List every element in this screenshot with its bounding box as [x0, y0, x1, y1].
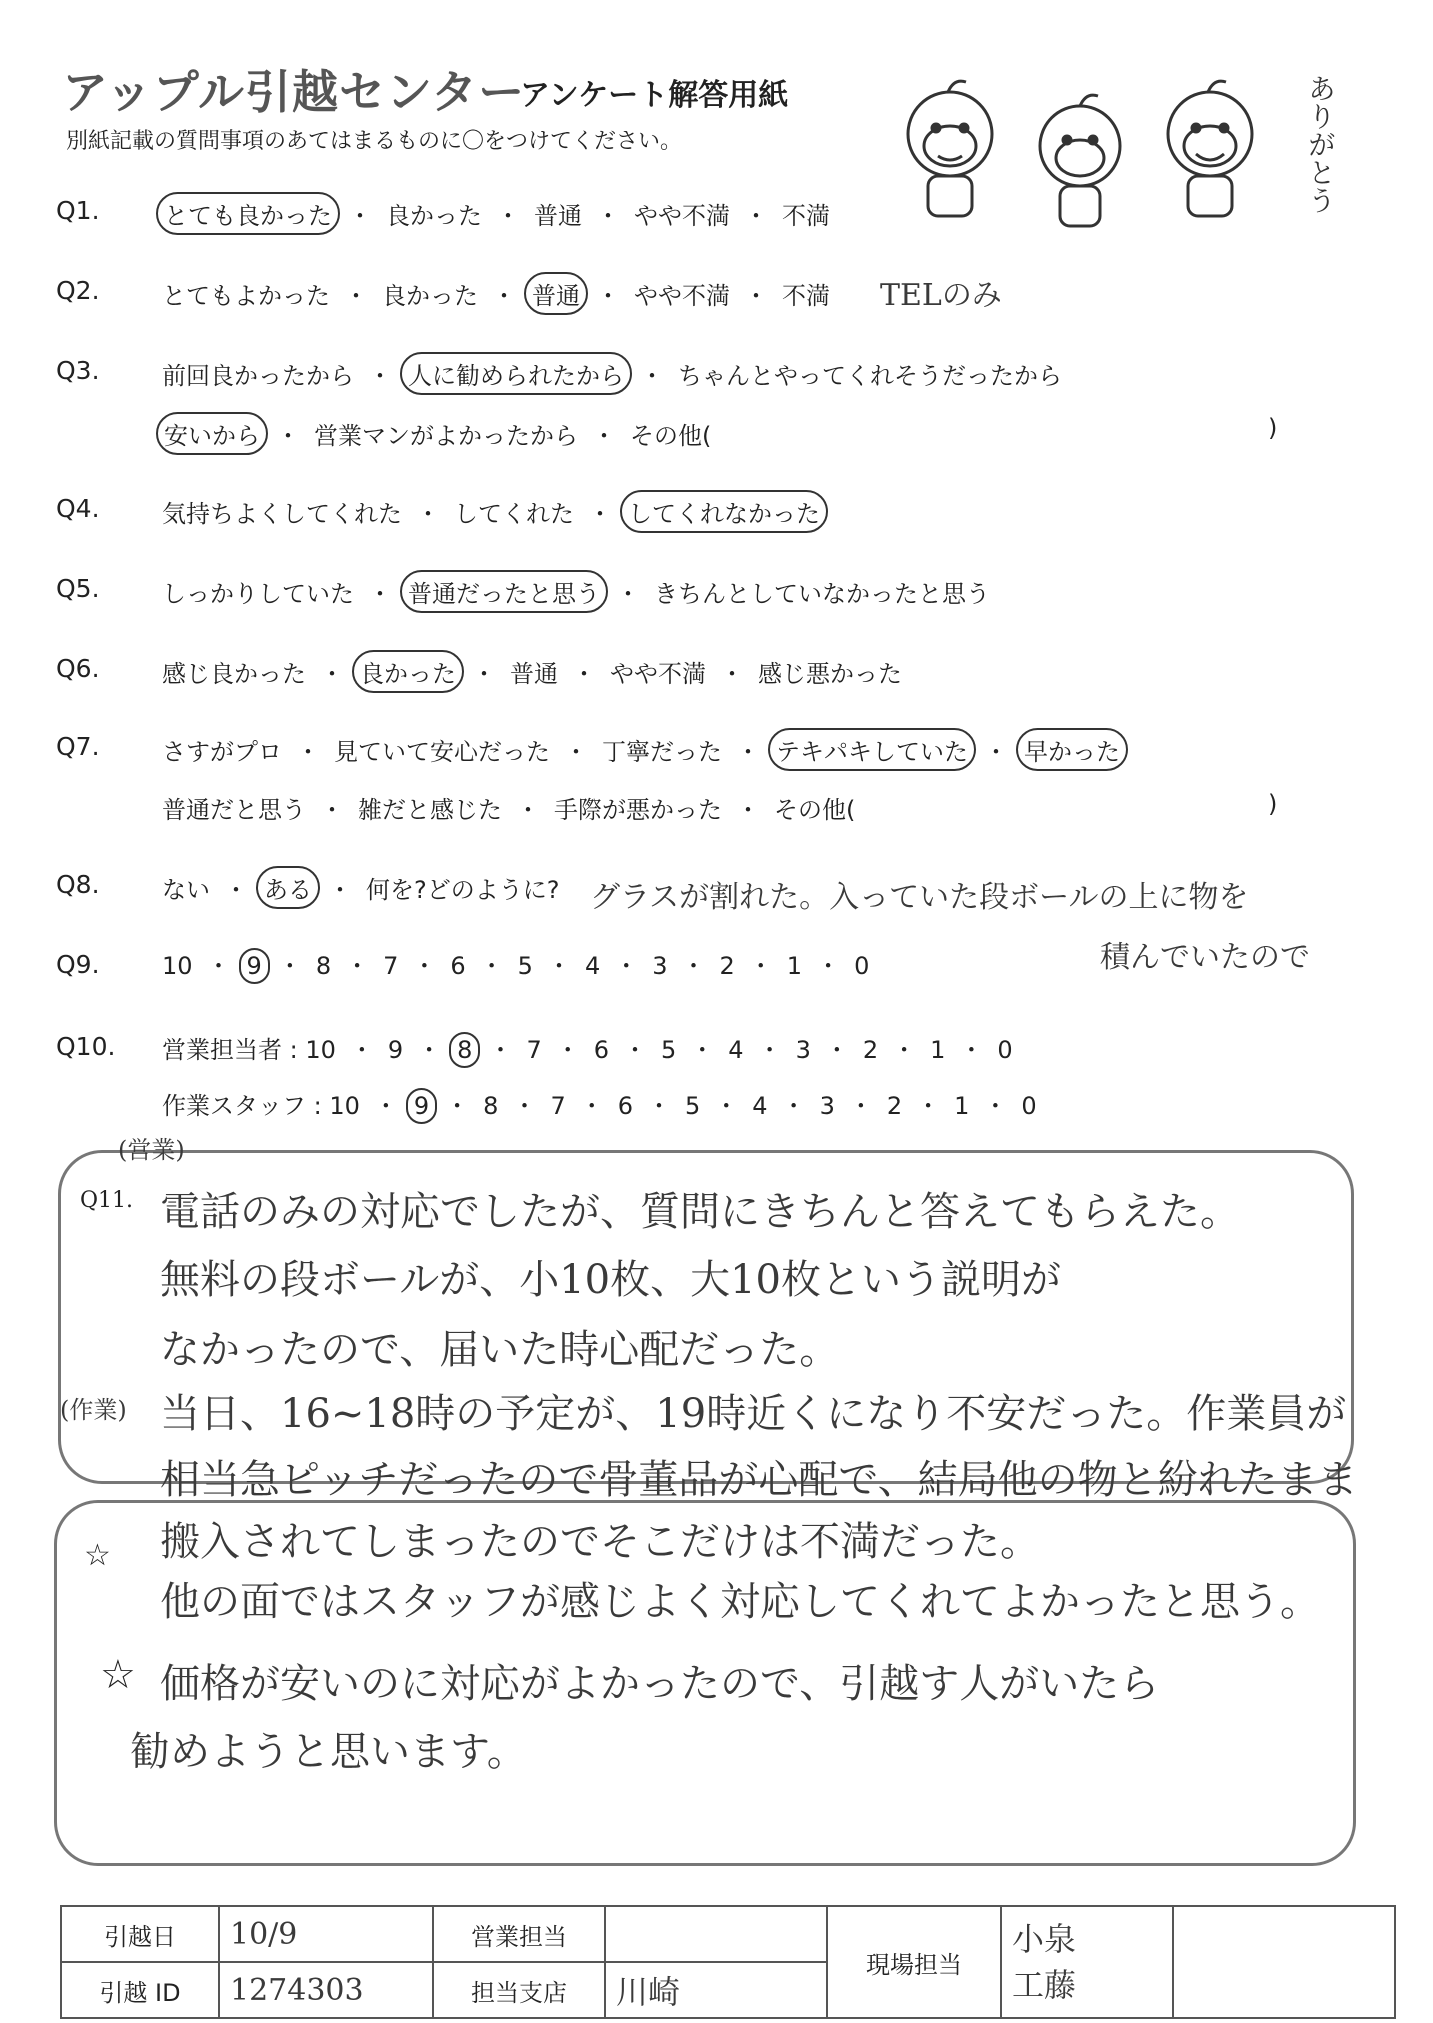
separator: ・ [824, 1036, 849, 1064]
separator: ・ [368, 362, 392, 390]
question-label: Q7. [56, 732, 100, 761]
separator: ・ [748, 952, 773, 980]
option-circled[interactable]: 8 [449, 1032, 480, 1068]
option[interactable]: 8 [315, 952, 332, 980]
option[interactable]: とてもよかった [162, 282, 330, 310]
option-circled[interactable]: してくれなかった [620, 490, 828, 533]
separator: ・ [344, 282, 368, 310]
monkey-icon [908, 81, 992, 216]
option-circled[interactable]: 安いから [156, 412, 268, 455]
option[interactable]: 4 [584, 952, 601, 980]
option[interactable]: さすがプロ [162, 738, 282, 766]
separator: ・ [320, 796, 344, 824]
separator: ・ [984, 738, 1008, 766]
separator: ・ [959, 1036, 984, 1064]
question-options [156, 1084, 1043, 1124]
mascot-illustration [880, 64, 1300, 234]
option[interactable]: 6 [450, 952, 466, 980]
question-options [156, 1028, 1019, 1068]
question-label: Q1. [56, 196, 100, 225]
question-options [156, 946, 875, 984]
separator: ・ [781, 1092, 806, 1120]
separator: ・ [616, 580, 640, 608]
instruction-text: 別紙記載の質問事項のあてはまるものに〇をつけてください。 [66, 129, 683, 154]
option-circled[interactable]: 9 [406, 1088, 437, 1124]
move-date-value: 10/9 [219, 1906, 433, 1962]
footer-info-table [60, 1905, 1396, 2019]
option[interactable]: 7 [383, 952, 399, 980]
field-label: 現場担当 [827, 1906, 1001, 2018]
question-options [156, 866, 565, 909]
branch-label: 担当支店 [433, 1962, 605, 2018]
option[interactable]: 雑だと感じた [358, 796, 502, 824]
separator: ・ [296, 738, 320, 766]
option-circled[interactable]: とても良かった [156, 192, 340, 235]
option[interactable]: ちゃんとやってくれそうだったから [678, 362, 1062, 390]
option[interactable]: その他( [630, 422, 712, 450]
separator: ・ [647, 1092, 672, 1120]
option-circled[interactable]: 9 [239, 948, 270, 984]
separator: ・ [445, 1092, 470, 1120]
option-circled[interactable]: テキパキしていた [768, 728, 976, 771]
option[interactable]: 3 [795, 1036, 811, 1064]
option[interactable]: 0 [1021, 1092, 1037, 1120]
move-id-value: 1274303 [219, 1962, 433, 2018]
q11-tag-sales: (営業) [118, 1136, 185, 1164]
separator: ・ [592, 422, 616, 450]
field-value [1001, 1906, 1173, 2018]
separator: ・ [224, 876, 248, 904]
question-options [156, 788, 861, 827]
separator: ・ [892, 1036, 917, 1064]
option[interactable]: 感じ良かった [162, 660, 306, 688]
q11-tag-work: (作業) [60, 1396, 127, 1424]
option[interactable]: 9 [387, 1036, 404, 1064]
q8-handwritten-line-1: グラスが割れた。入っていた段ボールの上に物を [590, 880, 1249, 915]
option[interactable]: やや不満 [634, 202, 730, 230]
option[interactable]: 5 [517, 952, 533, 980]
q11-line: 相当急ピッチだったので骨董品が心配で、結局他の物と紛れたまま [160, 1457, 1358, 1503]
separator: ・ [472, 660, 496, 688]
q11-line: 電話のみの対応でしたが、質問にきちんと答えてもらえた。 [160, 1189, 1240, 1235]
question-label: Q4. [56, 494, 100, 523]
option[interactable]: 2 [862, 1036, 879, 1064]
option[interactable]: 1 [930, 1036, 946, 1064]
option[interactable]: 感じ悪かった [758, 660, 902, 688]
option[interactable]: 8 [483, 1092, 499, 1120]
separator: ・ [276, 422, 300, 450]
separator: ・ [277, 952, 302, 980]
question-options [156, 412, 717, 455]
separator: ・ [744, 202, 768, 230]
separator: ・ [596, 282, 620, 310]
option[interactable]: 良かった [386, 202, 482, 230]
sales-label: 営業担当 [433, 1906, 605, 1962]
star-icon: ☆ [84, 1538, 111, 1573]
option[interactable]: ない [162, 876, 210, 904]
extra-comment-line: 価格が安いのに対応がよかったので、引越す人がいたら [160, 1661, 1160, 1707]
separator: ・ [328, 876, 352, 904]
paren-close: ) [1268, 790, 1278, 818]
option[interactable]: 気持ちよくしてくれた [162, 500, 402, 528]
option[interactable]: その他( [774, 796, 856, 824]
separator: ・ [736, 796, 760, 824]
monkey-icon [1040, 95, 1120, 226]
question-options [156, 352, 1068, 395]
paren-close: ) [1268, 414, 1278, 442]
option[interactable]: やや不満 [610, 660, 706, 688]
option[interactable]: 7 [526, 1036, 542, 1064]
separator: ・ [744, 282, 768, 310]
option[interactable]: 丁寧だった [602, 738, 722, 766]
option[interactable]: してくれた [454, 500, 574, 528]
option[interactable]: 不満 [782, 282, 830, 310]
option[interactable]: 5 [685, 1092, 701, 1120]
move-date-label: 引越日 [61, 1906, 219, 1962]
separator: ・ [488, 1036, 513, 1064]
q2-handwritten-note: TELのみ [880, 278, 1002, 313]
question-label: Q5. [56, 574, 100, 603]
separator: ・ [714, 1092, 739, 1120]
option[interactable]: 営業マンがよかったから [314, 422, 578, 450]
option[interactable]: 1 [954, 1092, 970, 1120]
option[interactable]: 普通 [510, 660, 558, 688]
separator: ・ [572, 660, 596, 688]
blank-cell [1173, 1906, 1395, 2018]
separator: ・ [206, 952, 231, 980]
separator: ・ [690, 1036, 715, 1064]
separator: ・ [579, 1092, 604, 1120]
thanks-text: ありがとう [1304, 74, 1337, 214]
field-staff-2: 工藤 [1012, 1966, 1077, 2004]
option[interactable]: 普通だと思う [162, 796, 306, 824]
q8-handwritten-line-2: 積んでいたので [1100, 940, 1310, 975]
separator: ・ [614, 952, 639, 980]
separator: ・ [681, 952, 706, 980]
option[interactable]: やや不満 [634, 282, 730, 310]
separator: ・ [757, 1036, 782, 1064]
option-circled[interactable]: 人に勧められたから [400, 352, 632, 395]
separator: ・ [983, 1092, 1008, 1120]
separator: ・ [596, 202, 620, 230]
question-options [156, 490, 828, 533]
option[interactable]: 見ていて安心だった [334, 738, 550, 766]
question-label: Q6. [56, 654, 100, 683]
option[interactable]: 前回良かったから [162, 362, 354, 390]
option[interactable]: 5 [661, 1036, 677, 1064]
separator: ・ [720, 660, 744, 688]
separator: ・ [348, 202, 372, 230]
option-circled[interactable]: ある [256, 866, 320, 909]
option[interactable]: 良かった [382, 282, 478, 310]
extra-comment-line: 勧めようと思います。 [130, 1729, 527, 1775]
option[interactable]: 1 [786, 952, 803, 980]
separator: ・ [848, 1092, 873, 1120]
branch-value: 川崎 [605, 1962, 827, 2018]
sales-value [605, 1906, 827, 1962]
question-options [156, 570, 996, 613]
question-options [156, 272, 836, 315]
separator: ・ [416, 500, 440, 528]
separator: ・ [916, 1092, 941, 1120]
question-label: Q3. [56, 356, 100, 385]
option[interactable]: 6 [593, 1036, 610, 1064]
question-label: Q10. [56, 1032, 116, 1061]
option[interactable]: 4 [752, 1092, 768, 1120]
option[interactable]: 2 [719, 952, 735, 980]
option[interactable]: 営業担当者 : 10 [162, 1036, 336, 1064]
option[interactable]: 6 [617, 1092, 634, 1120]
q11-line: 当日、16~18時の予定が、19時近くになり不安だった。作業員が [160, 1391, 1347, 1437]
separator: ・ [373, 1092, 398, 1120]
separator: ・ [564, 738, 588, 766]
form-title: アップル引越センター [62, 65, 526, 119]
extra-comment-line: 他の面ではスタッフが感じよく対応してくれてよかったと思う。 [160, 1579, 1320, 1625]
separator: ・ [816, 952, 841, 980]
separator: ・ [512, 1092, 537, 1120]
separator: ・ [349, 1036, 374, 1064]
question-options [156, 728, 1128, 771]
option[interactable]: 2 [886, 1092, 903, 1120]
separator: ・ [516, 796, 540, 824]
separator: ・ [479, 952, 504, 980]
option[interactable]: しっかりしていた [162, 580, 354, 608]
separator: ・ [492, 282, 516, 310]
separator: ・ [412, 952, 437, 980]
question-label: Q8. [56, 870, 100, 899]
star-icon: ☆ [100, 1652, 136, 1698]
q11-line: 搬入されてしまったのでそこだけは不満だった。 [160, 1519, 1040, 1565]
option[interactable]: 10 [162, 952, 193, 980]
option[interactable]: 0 [854, 952, 870, 980]
separator: ・ [555, 1036, 580, 1064]
option[interactable]: 普通 [534, 202, 582, 230]
separator: ・ [345, 952, 370, 980]
option[interactable]: 7 [550, 1092, 566, 1120]
option-circled[interactable]: 普通だったと思う [400, 570, 608, 613]
separator: ・ [320, 660, 344, 688]
separator: ・ [496, 202, 520, 230]
question-options [156, 650, 908, 693]
option-circled[interactable]: 普通 [524, 272, 588, 315]
monkey-icon [1168, 81, 1252, 216]
separator: ・ [588, 500, 612, 528]
option-circled[interactable]: 早かった [1016, 728, 1128, 771]
separator: ・ [736, 738, 760, 766]
question-label: Q2. [56, 276, 100, 305]
option[interactable]: 0 [997, 1036, 1013, 1064]
q11-line: なかったので、届いた時心配だった。 [160, 1327, 840, 1373]
option[interactable]: 作業スタッフ : 10 [162, 1092, 360, 1120]
question-options [156, 192, 836, 235]
option-circled[interactable]: 良かった [352, 650, 464, 693]
separator: ・ [640, 362, 664, 390]
move-id-label: 引越 ID [61, 1962, 219, 2018]
q11-label: Q11. [80, 1188, 134, 1213]
option[interactable]: 3 [819, 1092, 835, 1120]
question-label: Q9. [56, 950, 100, 979]
option[interactable]: 不満 [782, 202, 830, 230]
separator: ・ [623, 1036, 648, 1064]
option[interactable]: 3 [652, 952, 668, 980]
separator: ・ [546, 952, 571, 980]
field-staff-1: 小泉 [1012, 1920, 1077, 1958]
option[interactable]: 何を?どのように? [366, 876, 560, 904]
separator: ・ [417, 1036, 442, 1064]
option[interactable]: 手際が悪かった [554, 796, 722, 824]
separator: ・ [368, 580, 392, 608]
q11-line: 無料の段ボールが、小10枚、大10枚という説明が [160, 1257, 1061, 1303]
option[interactable]: きちんとしていなかったと思う [654, 580, 990, 608]
form-subtitle: アンケート解答用紙 [520, 78, 789, 113]
option[interactable]: 4 [728, 1036, 744, 1064]
